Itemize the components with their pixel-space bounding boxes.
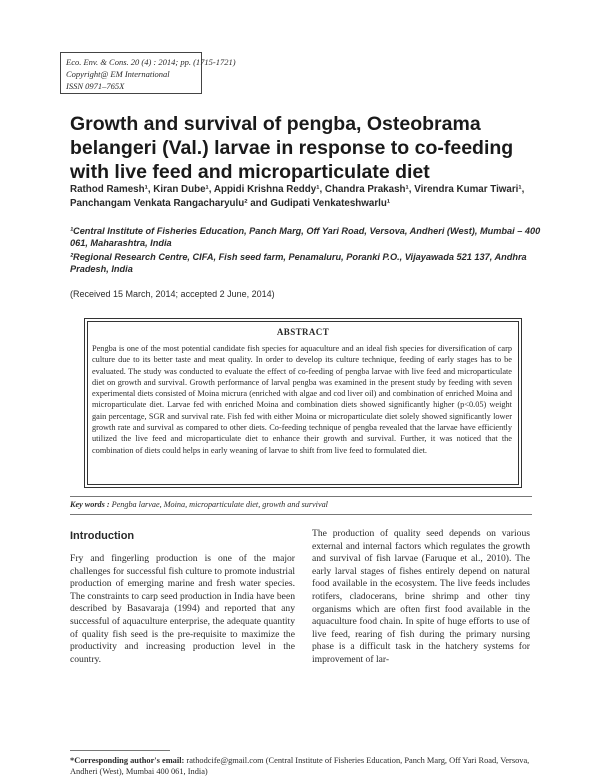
footnote-text: rathodcife@gmail.com (Central Institute of Fisheries Education, Panch Marg, Off Yari Road, Versova, Andheri (West), Mumbai 400 061, India)	[70, 756, 530, 776]
affiliation-1: ¹Central Institute of Fisheries Education, Panch Marg, Off Yari Road, Versova, Andheri (West), Mumbai – 400 061, Maharashtra, India	[70, 226, 541, 248]
introduction-left-column: Fry and fingerling production is one of the major challenges for successful fish culture to promote industrial production of emerging marine and fresh water species. The constraints to carp seed production in India have been described by Basavaraja (1994) and reported that any successful of aquaculture enterprise, the adequate quantity of quality fish seed is the pre-requisite to maximize the productivity and increasing production level in the country.	[70, 553, 295, 665]
journal-citation: Eco. Env. & Cons. 20 (4) : 2014; pp. (1715-1721)	[66, 57, 236, 67]
footnote-label: *Corresponding author's email:	[70, 756, 185, 765]
keywords-label: Key words :	[70, 500, 110, 509]
keywords	[70, 500, 328, 509]
author-list	[70, 183, 550, 211]
abstract-heading: ABSTRACT	[276, 327, 330, 337]
authors-line-2: Panchangam Venkata Rangacharyulu² and Gudipati Venkateshwarlu¹	[70, 198, 391, 209]
affiliation-2: ²Regional Research Centre, CIFA, Fish seed farm, Penamaluru, Poranki P.O., Vijayawada 521 137, Andhra Pradesh, India	[70, 252, 527, 274]
keywords-text: Pengba larvae, Moina, microparticulate diet, growth and survival	[111, 500, 328, 509]
abstract-text: Pengba is one of the most potential candidate fish species for aquaculture and an ideal fish species for diversification of carp culture due to its better taste and meat quality. In order to develop its culture technique, feeding of early stages has to be evaluated. The study was conducted to evaluate the effect of co-feeding of pengba larvae with live feed and microparticulate diet on growth and survival. Growth performance of larval pengba was examined in the present study by feeding with seven experimental diets consisted of Moina micrura (enriched with algae and cod liver oil) and combination of enriched Moina and microparticulate diet. Larvae fed with enriched Moina and combination diets showed significantly higher (p<0.05) weight gain percentage, SGR and survival rate. Fish fed with either Moina or microparticulate diet solely showed significantly lower growth rate and survival as compared to other diets. Co-feeding technique of pengba revealed that the larvae have efficiently utilized the live feed and microparticulate diet to enhance their growth and survival. Further, it was noticed that the combination of diets could helps in early weaning of larvae to shift from live feed to formulated diet.	[92, 344, 512, 455]
introduction-heading: Introduction	[70, 530, 135, 542]
journal-copyright: Copyright@ EM International	[66, 69, 170, 79]
keywords-bottom-rule	[70, 514, 532, 515]
journal-issn: ISSN 0971–765X	[66, 81, 125, 91]
introduction-right-column: The production of quality seed depends on various external and internal factors which regulates the growth and survival of fish larvae (Faruque et al., 2010). The early larval stages of fishes entirely depend on natural food available in the ecosystem. The live feeds includes rotifers, cladocerans, brine shrimp and other tiny organisms which are often first food available in the aquaculture food chain. In spite of huge efforts to use of live feed, rearing of fish during the primary nursing phase is a difficult task in the hatchery systems for improvement of lar-	[312, 528, 530, 665]
journal-info-box	[60, 52, 236, 94]
authors-line-1: Rathod Ramesh¹, Kiran Dube¹, Appidi Krishna Reddy¹, Chandra Prakash¹, Virendra Kumar Tiwari¹,	[70, 184, 525, 195]
paper-title: Growth and survival of pengba, Osteobrama belangeri (Val.) larvae in response to co-feeding with live feed and microparticulate diet	[70, 113, 514, 183]
keywords-top-rule	[70, 496, 532, 497]
corresponding-author-footnote	[70, 755, 532, 777]
received-date: (Received 15 March, 2014; accepted 2 June, 2014)	[70, 289, 275, 299]
footnote-rule	[70, 750, 170, 751]
